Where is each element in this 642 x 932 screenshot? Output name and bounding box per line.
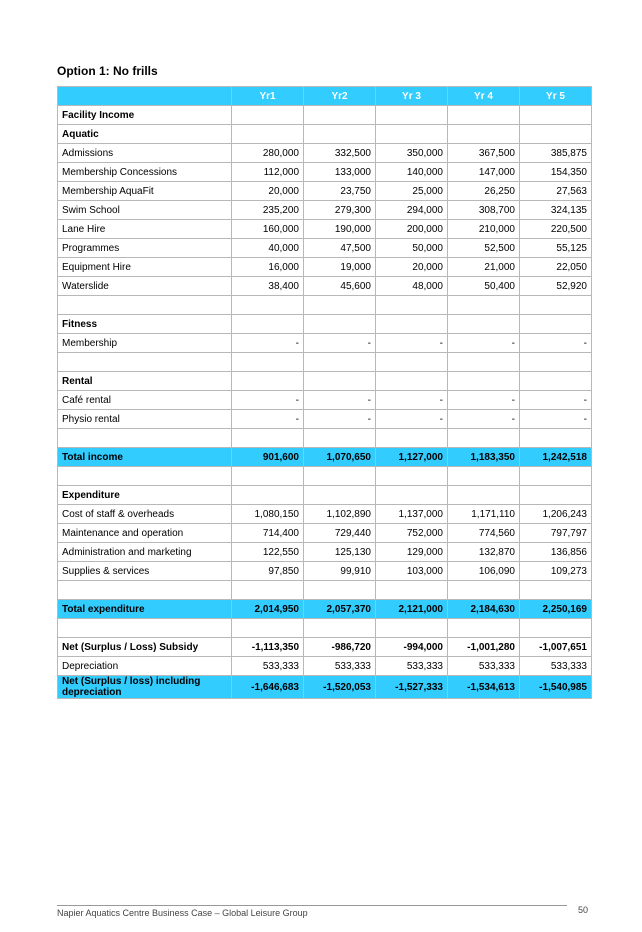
header-blank-cell <box>58 87 232 106</box>
value-cell <box>448 429 520 448</box>
row-label: Swim School <box>58 201 232 220</box>
value-cell <box>376 315 448 334</box>
value-cell: -1,113,350 <box>232 638 304 657</box>
table-row <box>58 581 592 600</box>
row-label: Expenditure <box>58 486 232 505</box>
column-header: Yr 3 <box>376 87 448 106</box>
value-cell: 16,000 <box>232 258 304 277</box>
row-label: Total income <box>58 448 232 467</box>
value-cell <box>376 486 448 505</box>
table-row <box>58 372 592 391</box>
value-cell <box>304 486 376 505</box>
value-cell: 294,000 <box>376 201 448 220</box>
table-body <box>58 106 592 699</box>
value-cell: -1,540,985 <box>520 676 592 699</box>
value-cell: 797,797 <box>520 524 592 543</box>
value-cell: 125,130 <box>304 543 376 562</box>
table-row <box>58 391 592 410</box>
row-label <box>58 467 232 486</box>
value-cell: 38,400 <box>232 277 304 296</box>
value-cell: 2,121,000 <box>376 600 448 619</box>
table-row <box>58 201 592 220</box>
value-cell: 109,273 <box>520 562 592 581</box>
row-label <box>58 429 232 448</box>
value-cell <box>304 619 376 638</box>
value-cell <box>232 619 304 638</box>
row-label: Programmes <box>58 239 232 258</box>
value-cell: 2,184,630 <box>448 600 520 619</box>
row-label: Depreciation <box>58 657 232 676</box>
value-cell <box>376 581 448 600</box>
value-cell <box>232 372 304 391</box>
page-title: Option 1: No frills <box>57 64 158 78</box>
value-cell: -1,520,053 <box>304 676 376 699</box>
value-cell <box>520 429 592 448</box>
value-cell <box>520 353 592 372</box>
table-row <box>58 106 592 125</box>
table-row <box>58 524 592 543</box>
value-cell <box>520 372 592 391</box>
row-label: Supplies & services <box>58 562 232 581</box>
value-cell: - <box>448 391 520 410</box>
value-cell: 324,135 <box>520 201 592 220</box>
table-row <box>58 429 592 448</box>
row-label: Net (Surplus / Loss) Subsidy <box>58 638 232 657</box>
value-cell: - <box>232 391 304 410</box>
table-row <box>58 410 592 429</box>
table-row <box>58 296 592 315</box>
value-cell <box>448 581 520 600</box>
value-cell: - <box>376 410 448 429</box>
row-label: Maintenance and operation <box>58 524 232 543</box>
value-cell <box>232 315 304 334</box>
value-cell: 752,000 <box>376 524 448 543</box>
value-cell: 279,300 <box>304 201 376 220</box>
value-cell <box>448 353 520 372</box>
value-cell: 1,102,890 <box>304 505 376 524</box>
value-cell: 533,333 <box>520 657 592 676</box>
value-cell: 26,250 <box>448 182 520 201</box>
value-cell: 47,500 <box>304 239 376 258</box>
value-cell: -1,646,683 <box>232 676 304 699</box>
value-cell: 50,000 <box>376 239 448 258</box>
value-cell: 129,000 <box>376 543 448 562</box>
value-cell: 367,500 <box>448 144 520 163</box>
value-cell: 52,920 <box>520 277 592 296</box>
footer-text: Napier Aquatics Centre Business Case – Global Leisure Group <box>57 908 308 918</box>
value-cell <box>376 125 448 144</box>
value-cell <box>520 106 592 125</box>
column-header: Yr1 <box>232 87 304 106</box>
value-cell <box>232 467 304 486</box>
value-cell <box>376 106 448 125</box>
page-number: 50 <box>578 905 589 915</box>
table-row <box>58 619 592 638</box>
value-cell: 774,560 <box>448 524 520 543</box>
value-cell: 48,000 <box>376 277 448 296</box>
value-cell <box>376 353 448 372</box>
table-row <box>58 353 592 372</box>
table-row <box>58 163 592 182</box>
row-label: Physio rental <box>58 410 232 429</box>
value-cell: 1,242,518 <box>520 448 592 467</box>
value-cell <box>304 353 376 372</box>
value-cell: 533,333 <box>232 657 304 676</box>
value-cell: 21,000 <box>448 258 520 277</box>
value-cell <box>520 486 592 505</box>
value-cell: 25,000 <box>376 182 448 201</box>
value-cell: 140,000 <box>376 163 448 182</box>
value-cell: - <box>232 334 304 353</box>
column-header: Yr2 <box>304 87 376 106</box>
value-cell <box>376 372 448 391</box>
value-cell: - <box>520 334 592 353</box>
value-cell: 103,000 <box>376 562 448 581</box>
value-cell: 132,870 <box>448 543 520 562</box>
table-row <box>58 676 592 699</box>
value-cell: -1,007,651 <box>520 638 592 657</box>
value-cell: -1,534,613 <box>448 676 520 699</box>
row-label: Facility Income <box>58 106 232 125</box>
value-cell: -994,000 <box>376 638 448 657</box>
financial-table <box>57 86 592 699</box>
value-cell: 160,000 <box>232 220 304 239</box>
table-row <box>58 448 592 467</box>
table-row <box>58 182 592 201</box>
footer-divider <box>57 905 567 906</box>
value-cell: 136,856 <box>520 543 592 562</box>
table-row <box>58 562 592 581</box>
value-cell: 154,350 <box>520 163 592 182</box>
value-cell: 350,000 <box>376 144 448 163</box>
value-cell: 200,000 <box>376 220 448 239</box>
table-row <box>58 505 592 524</box>
value-cell <box>448 315 520 334</box>
value-cell: 147,000 <box>448 163 520 182</box>
row-label: Waterslide <box>58 277 232 296</box>
value-cell: - <box>376 334 448 353</box>
value-cell: - <box>304 410 376 429</box>
table-row <box>58 220 592 239</box>
column-header: Yr 5 <box>520 87 592 106</box>
value-cell: 122,550 <box>232 543 304 562</box>
value-cell <box>232 296 304 315</box>
value-cell: 50,400 <box>448 277 520 296</box>
row-label <box>58 581 232 600</box>
value-cell: 1,080,150 <box>232 505 304 524</box>
value-cell: 714,400 <box>232 524 304 543</box>
table-row <box>58 315 592 334</box>
row-label: Café rental <box>58 391 232 410</box>
value-cell: 2,057,370 <box>304 600 376 619</box>
row-label: Membership <box>58 334 232 353</box>
value-cell: 308,700 <box>448 201 520 220</box>
value-cell <box>232 353 304 372</box>
value-cell: 97,850 <box>232 562 304 581</box>
row-label: Administration and marketing <box>58 543 232 562</box>
row-label: Aquatic <box>58 125 232 144</box>
value-cell: 19,000 <box>304 258 376 277</box>
value-cell <box>232 581 304 600</box>
value-cell: 1,206,243 <box>520 505 592 524</box>
value-cell <box>232 429 304 448</box>
value-cell: 1,127,000 <box>376 448 448 467</box>
value-cell <box>448 296 520 315</box>
value-cell <box>232 486 304 505</box>
row-label: Equipment Hire <box>58 258 232 277</box>
table-row <box>58 486 592 505</box>
value-cell: 210,000 <box>448 220 520 239</box>
value-cell: 332,500 <box>304 144 376 163</box>
value-cell <box>304 315 376 334</box>
value-cell: - <box>520 391 592 410</box>
table-row <box>58 258 592 277</box>
row-label <box>58 619 232 638</box>
value-cell: 2,014,950 <box>232 600 304 619</box>
table-row <box>58 657 592 676</box>
value-cell: - <box>376 391 448 410</box>
value-cell: 40,000 <box>232 239 304 258</box>
table-row <box>58 125 592 144</box>
row-label <box>58 353 232 372</box>
value-cell: 1,070,650 <box>304 448 376 467</box>
table-row <box>58 467 592 486</box>
value-cell: 280,000 <box>232 144 304 163</box>
value-cell <box>520 619 592 638</box>
value-cell <box>304 372 376 391</box>
value-cell: 106,090 <box>448 562 520 581</box>
value-cell: 533,333 <box>448 657 520 676</box>
value-cell <box>448 467 520 486</box>
value-cell: -1,527,333 <box>376 676 448 699</box>
row-label <box>58 296 232 315</box>
row-label: Lane Hire <box>58 220 232 239</box>
value-cell: 729,440 <box>304 524 376 543</box>
value-cell <box>304 467 376 486</box>
value-cell <box>304 125 376 144</box>
value-cell: 1,171,110 <box>448 505 520 524</box>
table-row <box>58 277 592 296</box>
value-cell <box>232 106 304 125</box>
row-label: Net (Surplus / loss) including depreciation <box>58 676 232 699</box>
value-cell: 220,500 <box>520 220 592 239</box>
row-label: Fitness <box>58 315 232 334</box>
value-cell <box>448 372 520 391</box>
value-cell: 901,600 <box>232 448 304 467</box>
value-cell: 99,910 <box>304 562 376 581</box>
table-row <box>58 334 592 353</box>
value-cell <box>448 106 520 125</box>
row-label: Membership Concessions <box>58 163 232 182</box>
value-cell <box>520 315 592 334</box>
value-cell <box>376 467 448 486</box>
value-cell: - <box>304 334 376 353</box>
table-row <box>58 543 592 562</box>
value-cell: 235,200 <box>232 201 304 220</box>
value-cell <box>304 581 376 600</box>
value-cell: 533,333 <box>376 657 448 676</box>
value-cell <box>376 296 448 315</box>
row-label: Rental <box>58 372 232 391</box>
value-cell: - <box>448 410 520 429</box>
row-label: Cost of staff & overheads <box>58 505 232 524</box>
value-cell <box>520 467 592 486</box>
row-label: Membership AquaFit <box>58 182 232 201</box>
column-header: Yr 4 <box>448 87 520 106</box>
value-cell: 190,000 <box>304 220 376 239</box>
value-cell: 22,050 <box>520 258 592 277</box>
value-cell: 55,125 <box>520 239 592 258</box>
value-cell: 1,183,350 <box>448 448 520 467</box>
value-cell: 112,000 <box>232 163 304 182</box>
value-cell <box>304 296 376 315</box>
value-cell: 2,250,169 <box>520 600 592 619</box>
value-cell <box>520 581 592 600</box>
value-cell <box>376 429 448 448</box>
value-cell <box>376 619 448 638</box>
value-cell: 52,500 <box>448 239 520 258</box>
value-cell <box>304 429 376 448</box>
value-cell <box>520 296 592 315</box>
value-cell: 20,000 <box>376 258 448 277</box>
value-cell <box>448 125 520 144</box>
table-row <box>58 638 592 657</box>
value-cell <box>304 106 376 125</box>
table-header-row <box>58 87 592 106</box>
value-cell: 23,750 <box>304 182 376 201</box>
value-cell: - <box>520 410 592 429</box>
row-label: Admissions <box>58 144 232 163</box>
value-cell <box>520 125 592 144</box>
value-cell: 27,563 <box>520 182 592 201</box>
value-cell: -986,720 <box>304 638 376 657</box>
value-cell: - <box>232 410 304 429</box>
table-row <box>58 600 592 619</box>
value-cell: 1,137,000 <box>376 505 448 524</box>
value-cell: -1,001,280 <box>448 638 520 657</box>
table-row <box>58 144 592 163</box>
value-cell: 533,333 <box>304 657 376 676</box>
value-cell: 385,875 <box>520 144 592 163</box>
value-cell: 45,600 <box>304 277 376 296</box>
value-cell: - <box>448 334 520 353</box>
value-cell <box>232 125 304 144</box>
value-cell: 20,000 <box>232 182 304 201</box>
value-cell: - <box>304 391 376 410</box>
value-cell <box>448 619 520 638</box>
value-cell <box>448 486 520 505</box>
row-label: Total expenditure <box>58 600 232 619</box>
value-cell: 133,000 <box>304 163 376 182</box>
table-row <box>58 239 592 258</box>
